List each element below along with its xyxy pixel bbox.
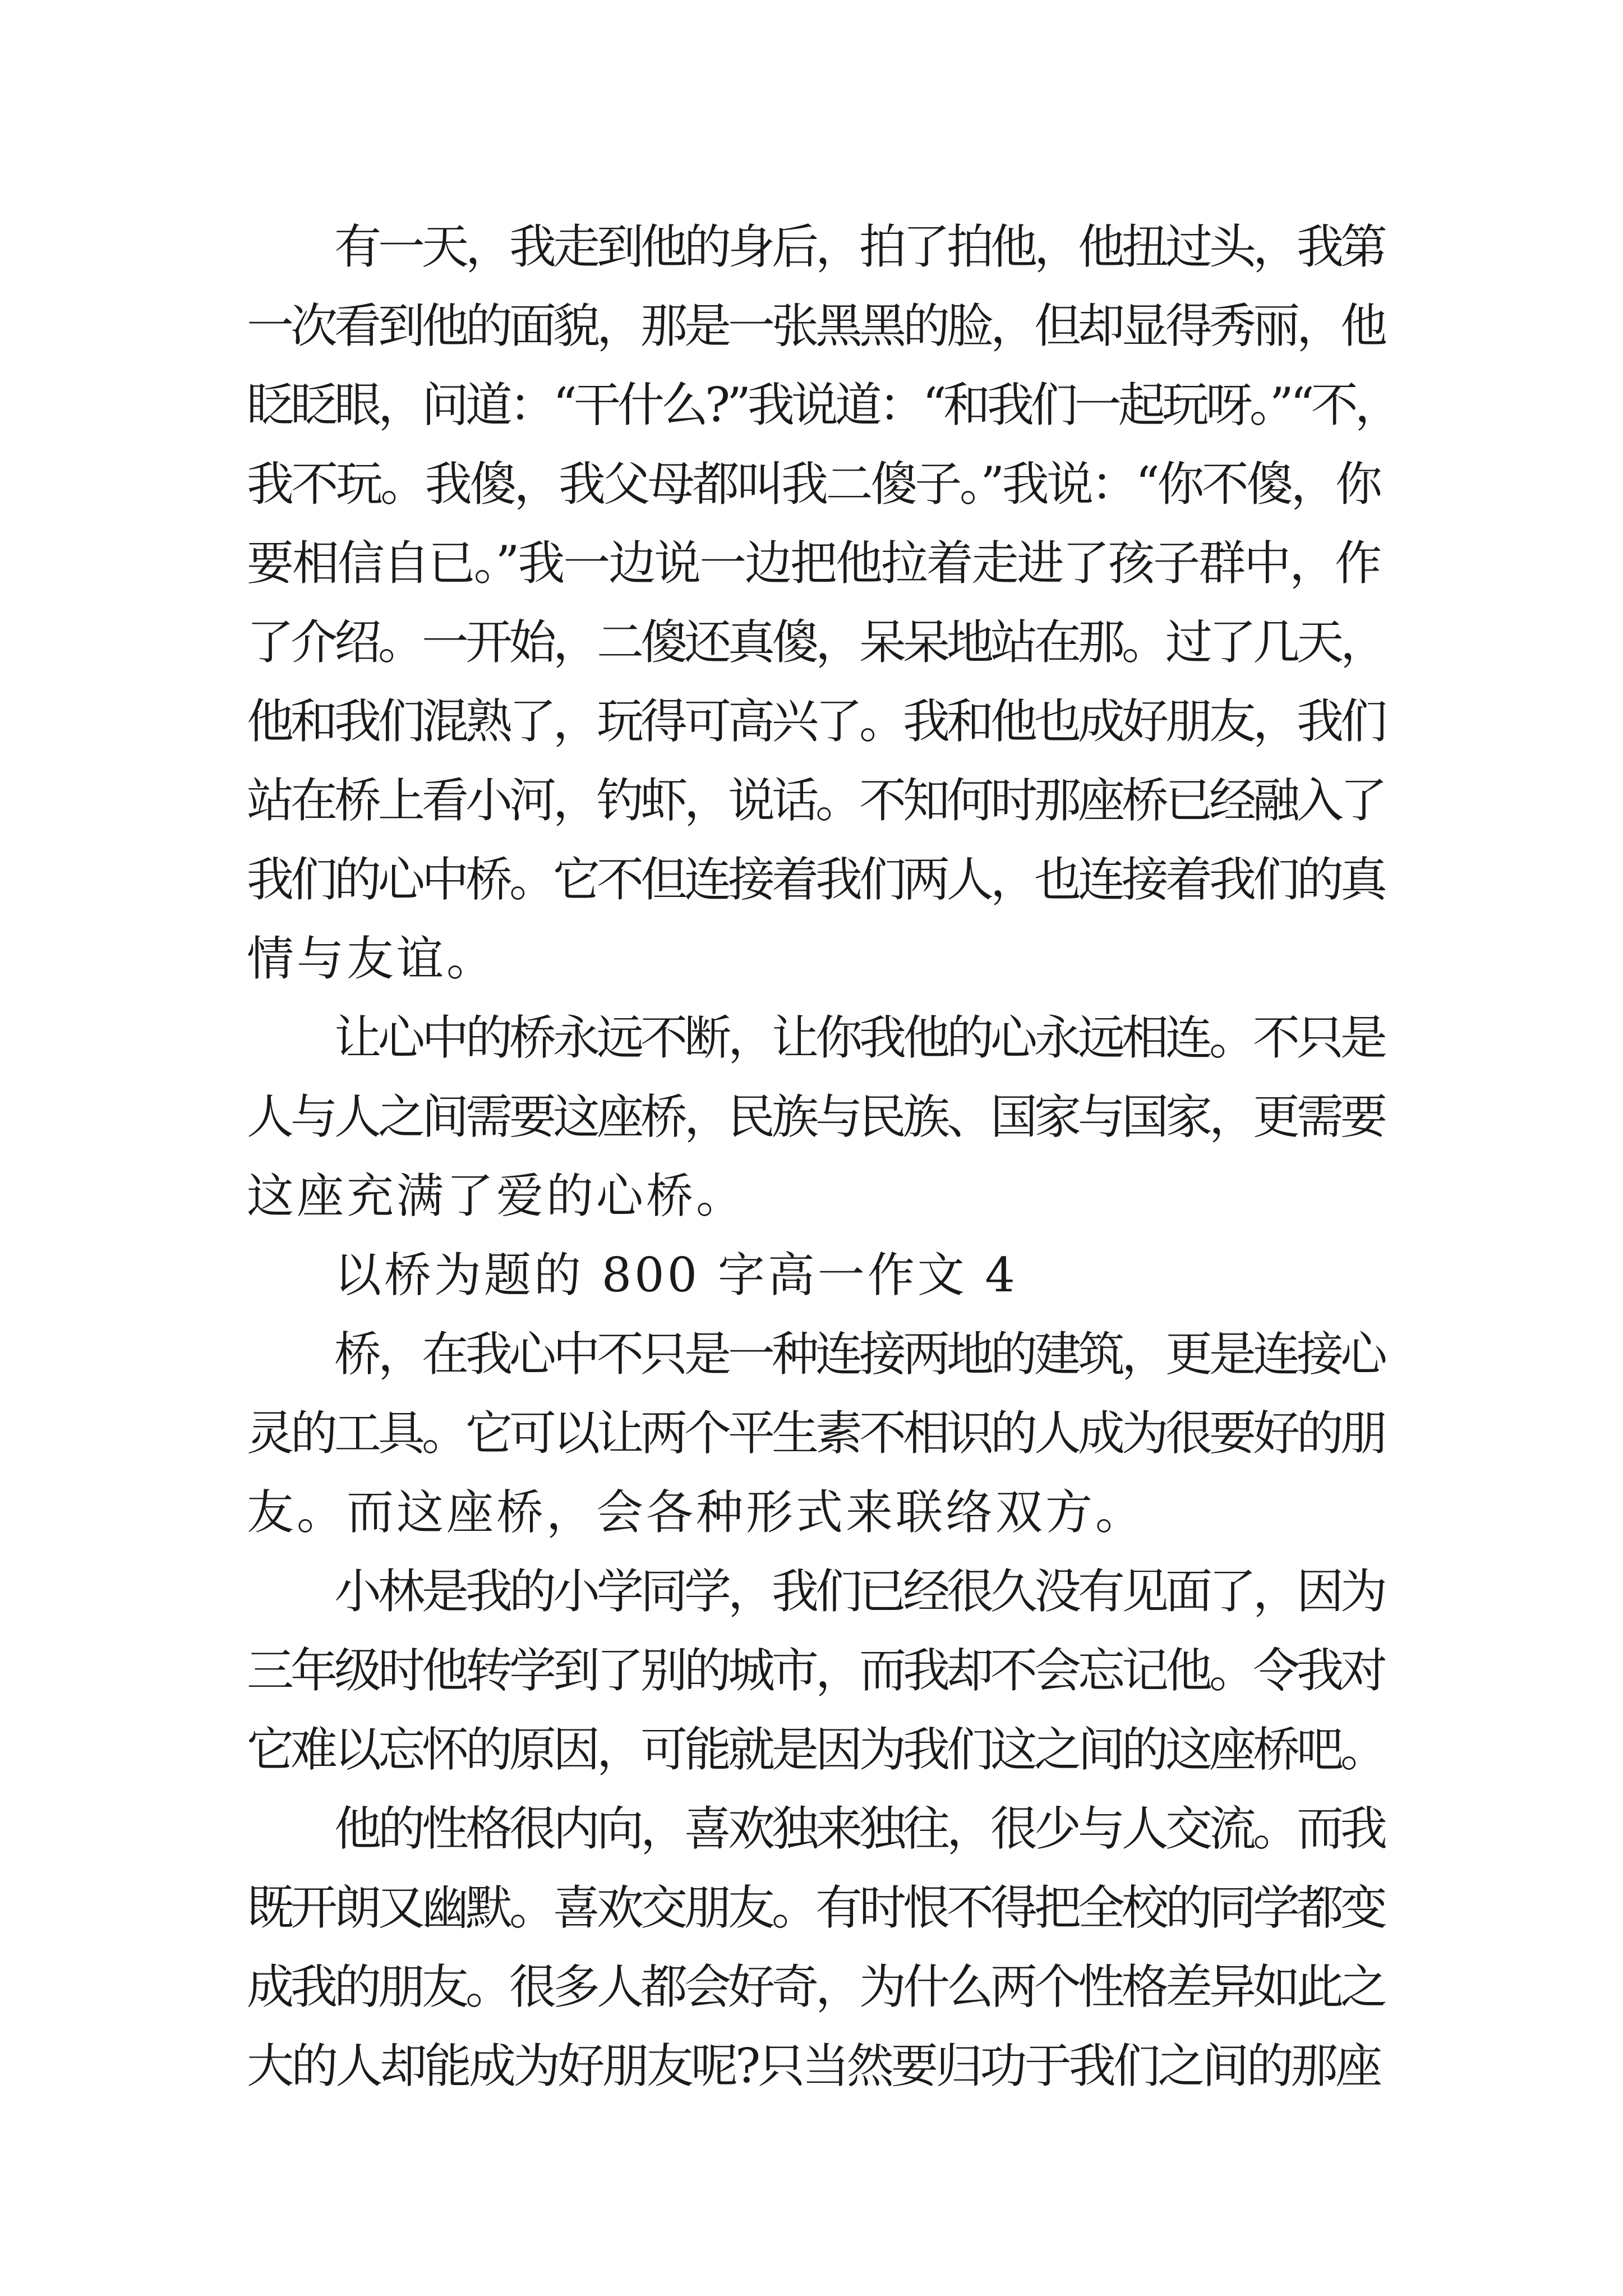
document-body: [247, 208, 1399, 2106]
text-line: 桥，在我心中不只是一种连接两地的建筑，更是连接心: [334, 1327, 1385, 1382]
text-line: 了介绍。一开始，二傻还真傻，呆呆地站在那。过了几天，: [247, 615, 1385, 670]
text-line: 有一天，我走到他的身后，拍了拍他，他扭过头，我第: [334, 219, 1385, 274]
text-line: 要相信自已。”我一边说一边把他拉着走进了孩子群中，作: [247, 536, 1380, 591]
text-line: 他和我们混熟了，玩得可高兴了。我和他也成好朋友，我们: [247, 694, 1385, 749]
text-line: 站在桥上看小河，钓虾，说话。不知何时那座桥已经融入了: [247, 773, 1385, 828]
text-line: 它难以忘怀的原因，可能就是因为我们这之间的这座桥吧。: [247, 1722, 1385, 1777]
text-line: 友。而这座桥，会各种形式来联络双方。: [247, 1485, 1146, 1540]
text-line: 我不玩。我傻，我父母都叫我二傻子。”我说：“你不傻，你: [247, 457, 1380, 512]
text-line: 他的性格很内向，喜欢独来独往，很少与人交流。而我: [334, 1801, 1385, 1856]
text-line: 一次看到他的面貌，那是一张黑黑的脸，但却显得秀丽，他: [247, 298, 1385, 353]
text-line: 让心中的桥永远不断，让你我他的心永远相连。不只是: [334, 1010, 1385, 1065]
text-line: 小林是我的小学同学，我们已经很久没有见面了，因为: [334, 1564, 1385, 1619]
text-line: 大的人却能成为好朋友呢?只当然要归功于我们之间的那座: [247, 2039, 1380, 2093]
text-line: 既开朗又幽默。喜欢交朋友。有时恨不得把全校的同学都变: [247, 1880, 1385, 1935]
text-line: 灵的工具。它可以让两个平生素不相识的人成为很要好的朋: [247, 1406, 1385, 1461]
text-line: 人与人之间需要这座桥，民族与民族、国家与国家，更需要: [247, 1089, 1385, 1144]
text-line: 三年级时他转学到了别的城市，而我却不会忘记他。令我对: [247, 1643, 1385, 1698]
text-line: 情与友谊。: [247, 931, 497, 986]
section-heading: 以桥为题的 800 字高一作文 4: [334, 1248, 1018, 1303]
text-line: 眨眨眼，问道：“干什么?”我说道：“和我们一起玩呀。”“不，: [247, 378, 1399, 432]
text-line: 我们的心中桥。它不但连接着我们两人，也连接着我们的真: [247, 852, 1385, 907]
text-line: 这座充满了爱的心桥。: [247, 1168, 746, 1223]
text-line: 成我的朋友。很多人都会好奇，为什么两个性格差异如此之: [247, 1959, 1385, 2014]
